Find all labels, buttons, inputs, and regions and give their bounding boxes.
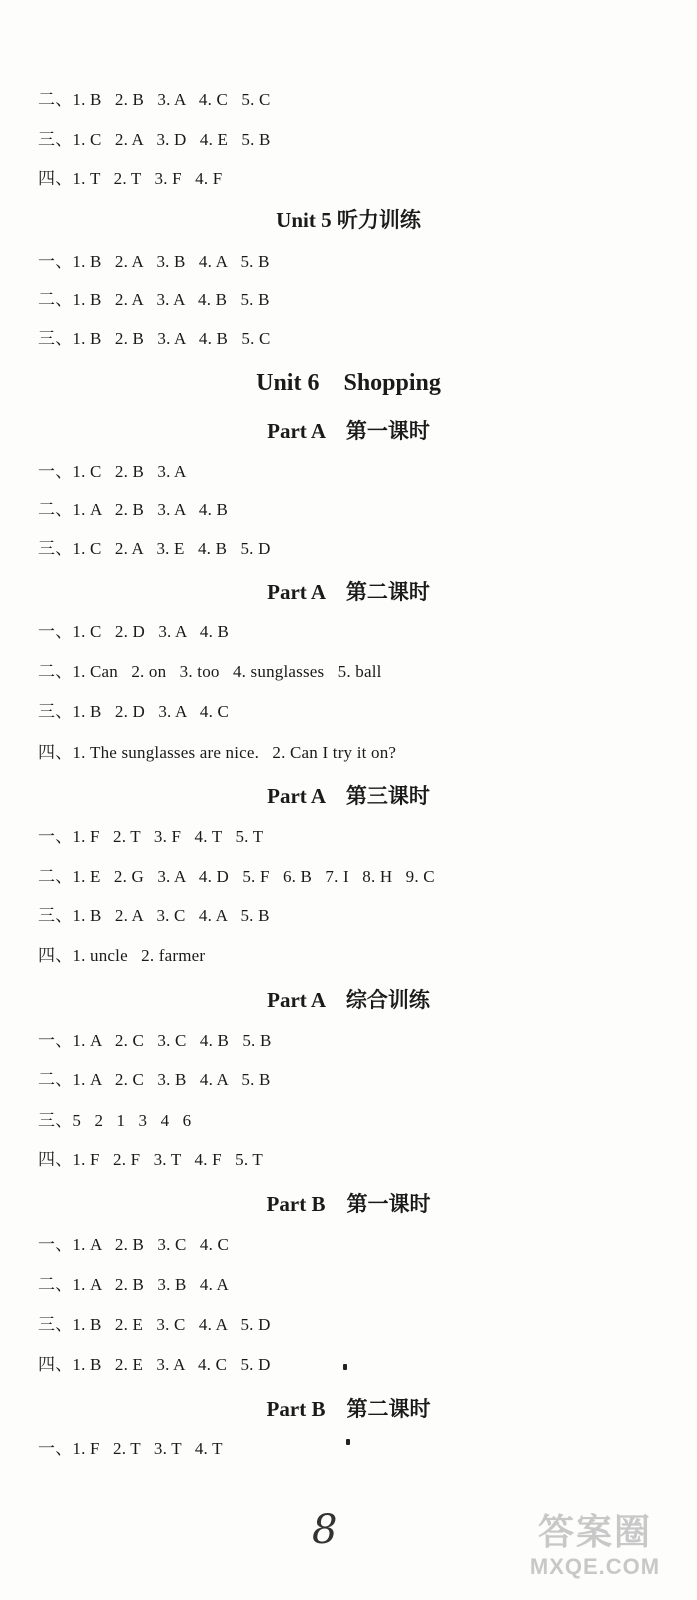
answer-line: 四、1. F 2. F 3. T 4. F 5. T — [38, 1150, 264, 1169]
answer-line: 一、1. A 2. C 3. C 4. B 5. B — [38, 1031, 272, 1050]
unit-title: Unit 6 Shopping — [256, 370, 441, 396]
ink-mark — [343, 1364, 347, 1370]
answer-line: 四、1. B 2. E 3. A 4. C 5. D — [38, 1355, 271, 1374]
section-heading: Part A 综合训练 — [267, 988, 430, 1012]
answer-line: 四、1. The sunglasses are nice. 2. Can I try it on? — [38, 743, 397, 762]
answer-line: 一、1. B 2. A 3. B 4. A 5. B — [38, 252, 270, 271]
answer-line: 二、1. A 2. B 3. B 4. A — [38, 1275, 230, 1294]
section-heading: Unit 5 听力训练 — [276, 208, 421, 232]
section-heading: Part A 第一课时 — [267, 419, 430, 443]
section-heading: Part A 第二课时 — [267, 580, 430, 604]
section-heading: Part B 第二课时 — [266, 1397, 431, 1421]
answer-line: 三、1. B 2. A 3. C 4. A 5. B — [38, 906, 270, 925]
answer-line: 四、1. uncle 2. farmer — [38, 946, 206, 965]
section-heading: Part A 第三课时 — [267, 784, 430, 808]
answer-line: 二、1. B 2. A 3. A 4. B 5. B — [38, 290, 270, 309]
answer-line: 二、1. E 2. G 3. A 4. D 5. F 6. B 7. I 8. H 9. C — [38, 867, 435, 886]
answer-line: 二、1. A 2. C 3. B 4. A 5. B — [38, 1070, 271, 1089]
answer-line: 三、1. B 2. D 3. A 4. C — [38, 702, 230, 721]
ink-mark — [346, 1439, 350, 1445]
watermark-logo — [510, 1510, 680, 1590]
page-number: 8 — [312, 1507, 338, 1553]
answer-line: 二、1. Can 2. on 3. too 4. sunglasses 5. ball — [38, 662, 382, 681]
answer-line: 三、1. B 2. E 3. C 4. A 5. D — [38, 1315, 271, 1334]
watermark-site-text: MXQE.COM — [529, 1554, 661, 1579]
answer-line: 一、1. A 2. B 3. C 4. C — [38, 1235, 230, 1254]
answer-line: 三、1. C 2. A 3. E 4. B 5. D — [38, 539, 271, 558]
answer-line: 二、1. A 2. B 3. A 4. B — [38, 500, 229, 519]
answer-line: 一、1. F 2. T 3. F 4. T 5. T — [38, 827, 264, 846]
watermark-logo-text: 答案圈 — [537, 1511, 652, 1552]
answer-line: 三、1. B 2. B 3. A 4. B 5. C — [38, 329, 271, 348]
answer-line: 一、1. C 2. B 3. A — [38, 462, 187, 481]
answer-line: 二、1. B 2. B 3. A 4. C 5. C — [38, 90, 271, 109]
answer-line: 一、1. C 2. D 3. A 4. B — [38, 622, 230, 641]
answer-line: 三、5 2 1 3 4 6 — [38, 1111, 192, 1130]
answer-line: 三、1. C 2. A 3. D 4. E 5. B — [38, 130, 271, 149]
answer-line: 一、1. F 2. T 3. T 4. T — [38, 1439, 223, 1458]
answer-line: 四、1. T 2. T 3. F 4. F — [38, 169, 223, 188]
section-heading: Part B 第一课时 — [266, 1192, 431, 1216]
